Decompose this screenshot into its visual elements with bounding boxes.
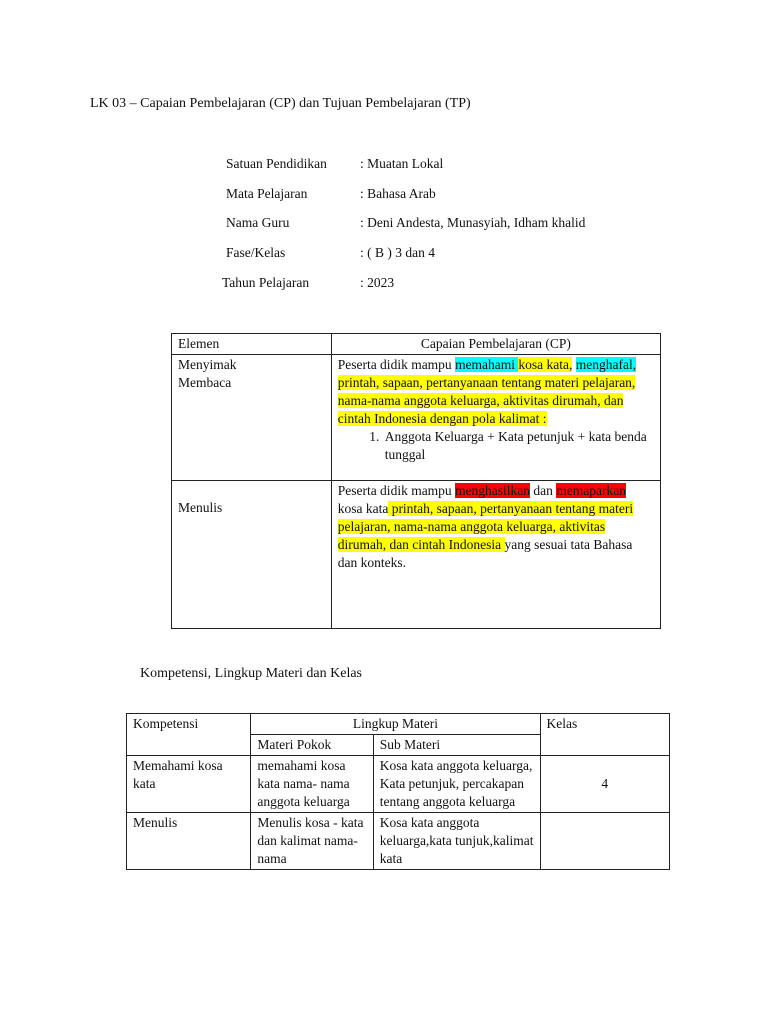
table-row <box>127 756 670 813</box>
info-label-satuan: Satuan Pendidikan <box>226 156 327 171</box>
cp-highlight: menghasilkan <box>455 483 531 498</box>
header-materi-pokok: Materi Pokok <box>251 735 373 756</box>
cp-highlight: printah, sapaan, pertanyanaan tentang materi pelajaran, nama-nama anggota keluarga, aktivitas dirumah, dan cintah Indonesia dengan pola kalimat : <box>337 375 636 426</box>
header-cp: Capaian Pembelajaran (CP) <box>331 334 660 355</box>
cp-highlight: menghafal, <box>575 357 637 372</box>
info-value-fase: : ( B ) 3 dan 4 <box>360 245 435 260</box>
info-label-guru: Nama Guru <box>226 215 290 230</box>
cp-highlight: memaparkan <box>556 483 627 498</box>
table-row <box>172 355 661 481</box>
table-row <box>172 481 661 629</box>
header-kelas: Kelas <box>540 714 669 756</box>
kompetensi-table <box>126 713 670 870</box>
elemen-menulis: Menulis <box>178 500 223 515</box>
kelas-cell <box>540 813 669 870</box>
cp-cell <box>331 481 660 629</box>
document-title: LK 03 – Capaian Pembelajaran (CP) dan Tujuan Pembelajaran (TP) <box>90 96 471 111</box>
sub-materi-line: Kosa kata anggota keluarga, <box>379 758 533 773</box>
cp-text: Peserta didik mampu <box>337 483 456 498</box>
header-lingkup: Lingkup Materi <box>251 714 540 735</box>
materi-pokok-cell: memahami kosa kata nama- nama anggota keluarga <box>251 756 373 813</box>
cp-table <box>171 333 661 629</box>
k-table-header <box>127 714 670 735</box>
info-value-guru: : Deni Andesta, Munasyiah, Idham khalid <box>360 215 586 230</box>
kompetensi-cell: Menulis <box>127 813 251 870</box>
sub-materi-line: Kata petunjuk, percakapan tentang anggota keluarga <box>379 776 525 809</box>
cp-cell <box>331 355 660 481</box>
section-subtitle: Kompetensi, Lingkup Materi dan Kelas <box>140 666 363 681</box>
sub-materi-cell <box>373 756 540 813</box>
pattern-list <box>338 428 654 464</box>
cp-text: yang sesuai tata Bahasa dan konteks. <box>337 537 633 570</box>
cp-text: Peserta didik mampu <box>337 357 456 372</box>
header-elemen: Elemen <box>172 334 332 355</box>
elemen-menyimak: Menyimak <box>178 357 237 372</box>
elemen-cell <box>172 355 332 481</box>
info-label-fase: Fase/Kelas <box>226 245 286 260</box>
list-item: 1. Anggota Keluarga + Kata petunjuk + kata benda tunggal <box>383 428 654 464</box>
materi-pokok-cell: Menulis kosa - kata dan kalimat nama-nama <box>251 813 373 870</box>
kelas-cell: 4 <box>540 756 669 813</box>
info-value-satuan: : Muatan Lokal <box>360 156 444 171</box>
info-value-mapel: : Bahasa Arab <box>360 186 436 201</box>
cp-table-header <box>172 334 661 355</box>
info-value-tahun: : 2023 <box>360 275 395 290</box>
cp-text: dan <box>530 483 557 498</box>
sub-materi-cell: Kosa kata anggota keluarga,kata tunjuk,kalimat kata <box>373 813 540 870</box>
cp-text: kosa kata <box>337 501 389 516</box>
kompetensi-cell: Memahami kosa kata <box>127 756 251 813</box>
info-label-tahun: Tahun Pelajaran <box>222 275 310 290</box>
elemen-cell <box>172 481 332 629</box>
table-row <box>127 813 670 870</box>
cp-highlight: memahami <box>455 357 519 372</box>
info-label-mapel: Mata Pelajaran <box>226 186 308 201</box>
header-kompetensi: Kompetensi <box>127 714 251 756</box>
header-sub-materi: Sub Materi <box>373 735 540 756</box>
cp-highlight: kosa kata, <box>518 357 573 372</box>
elemen-membaca: Membaca <box>178 375 232 390</box>
cp-highlight: printah, sapaan, pertanyanaan tentang materi pelajaran, nama-nama anggota keluarga, aktivitas dirumah, dan cintah Indonesia <box>337 501 634 552</box>
